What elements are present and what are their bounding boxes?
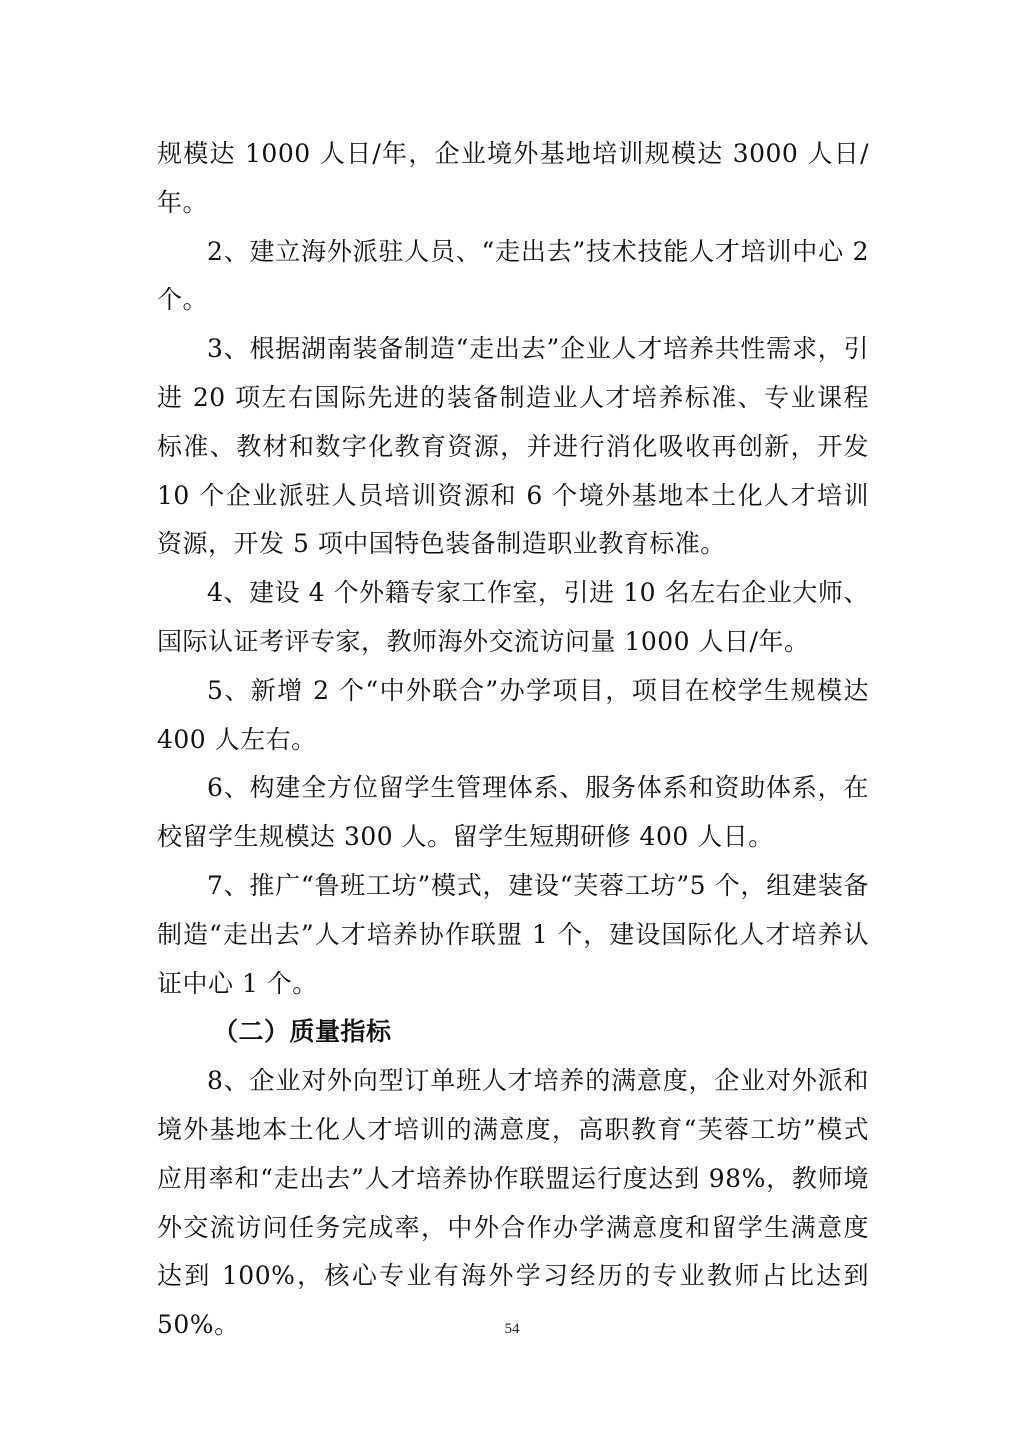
paragraph-item-7: 7、推广“鲁班工坊”模式，建设“芙蓉工坊”5 个，组建装备制造“走出去”人才培养协作联盟 1 个，建设国际化人才培养认证中心 1 个。 — [157, 870, 869, 998]
paragraph-item-3: 3、根据湖南装备制造“走出去”企业人才培养共性需求，引进 20 项左右国际先进的装备制造业人才培养标准、专业课程标准、教材和数字化教育资源，并进行消化吸收再创新，开发 10 个企业派驻人员培训资源和 6 个境外基地本土化人才培训资源，开发 5 项中国特色装备制造职业教育标准。 — [157, 334, 869, 559]
paragraph-item-5: 5、新增 2 个“中外联合”办学项目，项目在校学生规模达 400 人左右。 — [157, 675, 869, 754]
paragraph-continuation: 规模达 1000 人日/年，企业境外基地培训规模达 3000 人日/年。 — [157, 139, 869, 217]
paragraph-item-8: 8、企业对外向型订单班人才培养的满意度，企业对外派和境外基地本土化人才培训的满意度，高职教育“芙蓉工坊”模式应用率和“走出去”人才培养协作联盟运行度达到 98%，教师境外交流访问任务完成率，中外合作办学满意度和留学生满意度达到 100%，核心专业有海外学习经历的专业教师占比达到 50%。 — [157, 1066, 869, 1340]
paragraph-item-6: 6、构建全方位留学生管理体系、服务体系和资助体系，在校留学生规模达 300 人。留学生短期研修 400 人日。 — [157, 773, 869, 852]
section-heading-quality-indicators: （二）质量指标 — [213, 1017, 392, 1047]
document-body — [157, 130, 869, 1350]
page-number: 54 — [504, 1321, 520, 1337]
paragraph-item-4: 4、建设 4 个外籍专家工作室，引进 10 名左右企业大师、国际认证考评专家，教师海外交流访问量 1000 人日/年。 — [157, 578, 869, 656]
paragraph-item-2: 2、建立海外派驻人员、“走出去”技术技能人才培训中心 2 个。 — [157, 236, 869, 315]
